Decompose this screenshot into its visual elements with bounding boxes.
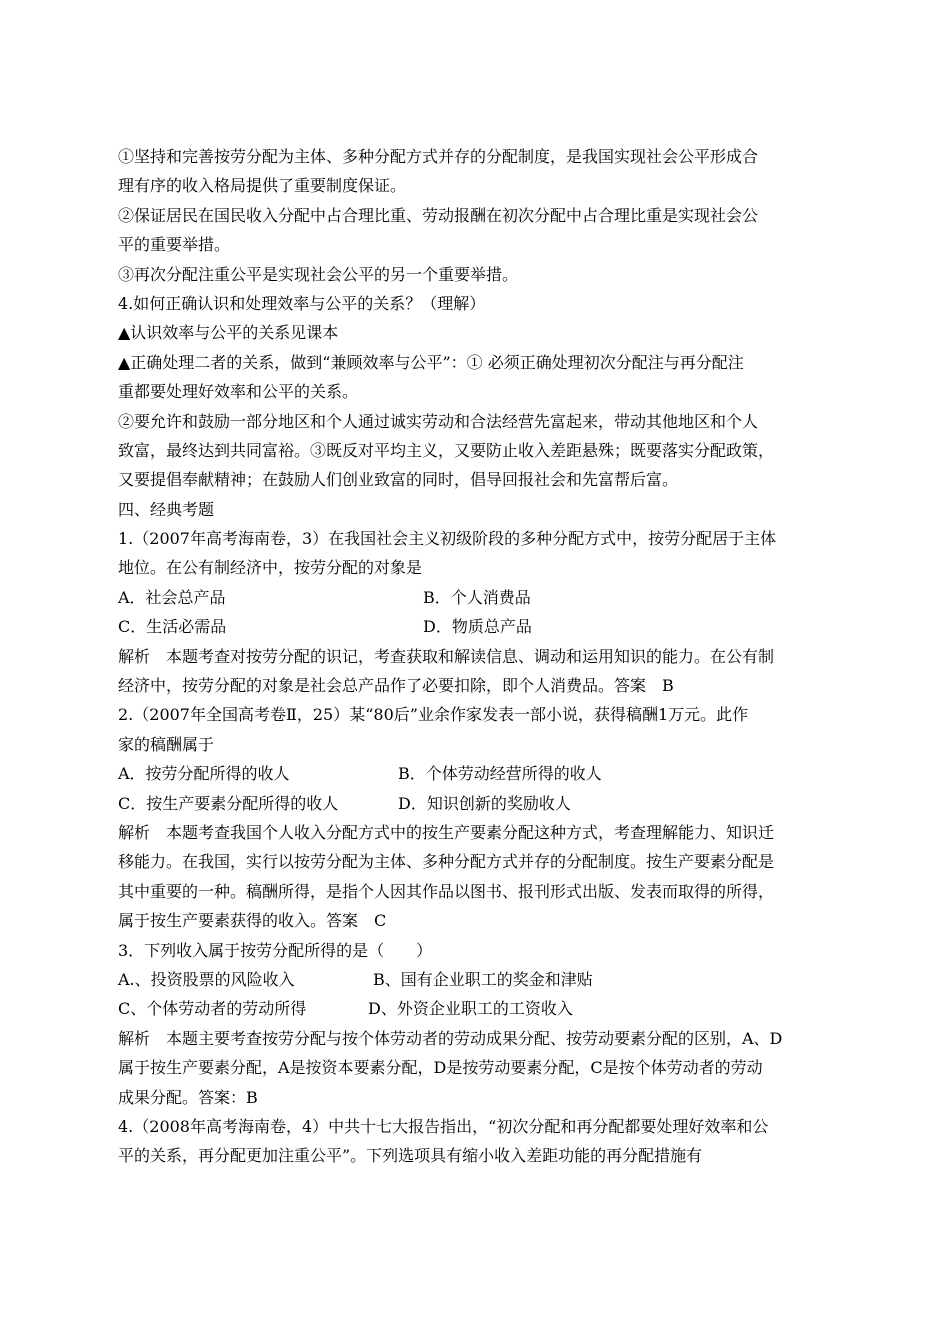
- question-1-options-row: [118, 583, 858, 612]
- section-heading: 四、经典考题: [118, 499, 215, 519]
- option-b: B．个人消费品: [423, 587, 531, 607]
- text-line: 重都要处理好效率和公平的关系。: [118, 382, 359, 402]
- question-3-stem: 3．下列收入属于按劳分配所得的是（ ）: [118, 940, 433, 960]
- question-4-stem: 平的关系，再分配更加注重公平”。下列选项具有缩小收入差距功能的再分配措施有: [118, 1146, 703, 1166]
- option-b: B．个体劳动经营所得的收人: [398, 764, 602, 784]
- question-2-analysis: 移能力。在我国，实行以按劳分配为主体、多种分配方式并存的分配制度。按生产要素分配是: [118, 852, 775, 872]
- option-d: D．知识创新的奖励收人: [398, 793, 571, 813]
- question-2-stem: 2.（2007年全国高考卷Ⅱ，25）某“80后”业余作家发表一部小说，获得稿酬1万元。此作: [118, 705, 749, 725]
- document-page: [118, 142, 858, 1171]
- question-2-stem: 家的稿酬属于: [118, 734, 215, 754]
- option-c: C．生活必需品: [118, 617, 227, 637]
- question-3-analysis: 成果分配。答案：B: [118, 1087, 258, 1107]
- text-line: 又要提倡奉献精神；在鼓励人们创业致富的同时，倡导回报社会和先富帮后富。: [118, 470, 679, 490]
- question-2-options-row: [118, 759, 858, 788]
- question-1-stem: 1.（2007年高考海南卷，3）在我国社会主义初级阶段的多种分配方式中，按劳分配居于主体: [118, 529, 777, 549]
- question-2-analysis: 解析 本题考查我国个人收入分配方式中的按生产要素分配这种方式，考查理解能力、知识迁: [118, 822, 775, 842]
- question-1-analysis: 解析 本题考查对按劳分配的识记，考查获取和解读信息、调动和运用知识的能力。在公有制: [118, 646, 775, 666]
- question-1-analysis: 经济中，按劳分配的对象是社会总产品作了必要扣除，即个人消费品。答案 B: [118, 676, 674, 696]
- text-line: 理有序的收入格局提供了重要制度保证。: [118, 176, 407, 196]
- option-c: C、个体劳动者的劳动所得: [118, 999, 307, 1019]
- text-line: 致富，最终达到共同富裕。③既反对平均主义，又要防止收入差距悬殊；既要落实分配政策，: [118, 440, 775, 460]
- question-4-stem: 4.（2008年高考海南卷，4）中共十七大报告指出，“初次分配和再分配都要处理好效率和公: [118, 1116, 769, 1136]
- question-1-options-row: [118, 612, 858, 641]
- text-line: ▲正确处理二者的关系，做到“兼顾效率与公平”：① 必须正确处理初次分配注与再分配注: [118, 352, 744, 372]
- text-line: 平的重要举措。: [118, 235, 231, 255]
- text-line: ②保证居民在国民收入分配中占合理比重、劳动报酬在初次分配中占合理比重是实现社会公: [118, 205, 759, 225]
- question-3-options-row: [118, 965, 858, 994]
- option-c: C．按生产要素分配所得的收人: [118, 793, 339, 813]
- option-a: A．社会总产品: [118, 587, 226, 607]
- text-line: ①坚持和完善按劳分配为主体、多种分配方式并存的分配制度，是我国实现社会公平形成合: [118, 147, 759, 166]
- question-heading: 4.如何正确认识和处理效率与公平的关系？（理解）: [118, 293, 486, 313]
- option-b: B、国有企业职工的奖金和津贴: [373, 969, 593, 989]
- text-line: ②要允许和鼓励一部分地区和个人通过诚实劳动和合法经营先富起来，带动其他地区和个人: [118, 411, 759, 431]
- option-d: D．物质总产品: [423, 617, 532, 637]
- question-3-analysis: 属于按生产要素分配，A是按资本要素分配，D是按劳动要素分配，C是按个体劳动者的劳动: [118, 1058, 763, 1078]
- question-3-analysis: 解析 本题主要考查按劳分配与按个体劳动者的劳动成果分配、按劳动要素分配的区别，A、D: [118, 1028, 783, 1048]
- text-line: ③再次分配注重公平是实现社会公平的另一个重要举措。: [118, 264, 519, 284]
- text-line: ▲认识效率与公平的关系见课本: [118, 323, 339, 343]
- question-3-options-row: [118, 994, 858, 1023]
- question-2-analysis: 其中重要的一种。稿酬所得，是指个人因其作品以图书、报刊形式出版、发表而取得的所得，: [118, 881, 775, 901]
- question-1-stem: 地位。在公有制经济中，按劳分配的对象是: [118, 558, 423, 578]
- option-a: A．按劳分配所得的收人: [118, 764, 290, 784]
- question-2-analysis: 属于按生产要素获得的收入。答案 C: [118, 911, 387, 931]
- option-a: A.、投资股票的风险收入: [118, 969, 295, 989]
- question-2-options-row: [118, 789, 858, 818]
- option-d: D、外资企业职工的工资收入: [368, 999, 573, 1019]
